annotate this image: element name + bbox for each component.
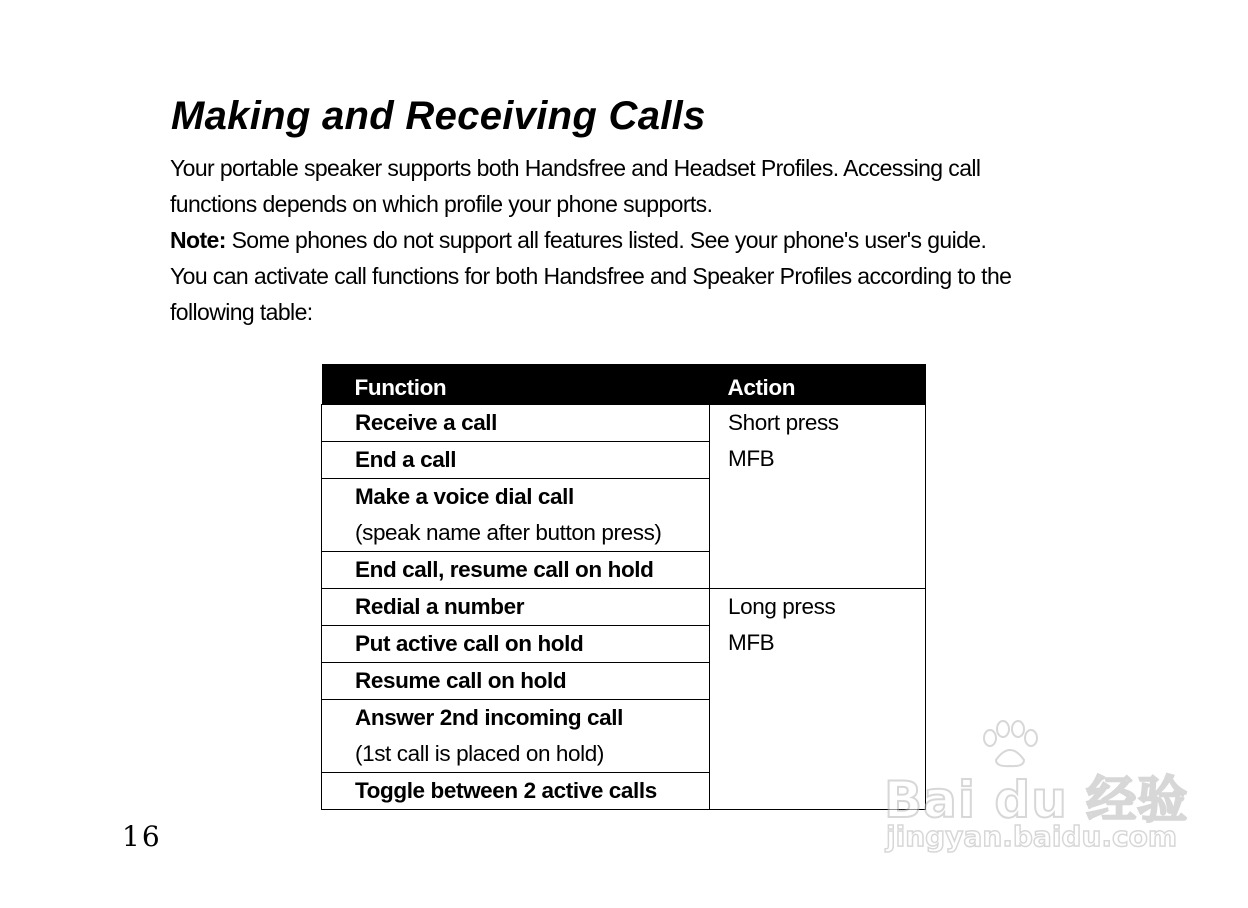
function-cell — [322, 442, 710, 479]
intro-text — [170, 150, 1070, 330]
function-subtitle: (speak name after button press) — [355, 520, 662, 545]
intro-paragraph-table: You can activate call functions for both Handsfree and Speaker Profiles according to the following table: — [170, 263, 1012, 325]
action-line: Short press — [728, 410, 839, 435]
function-title: Redial a number — [355, 594, 525, 619]
watermark-url: jingyan.baidu.com — [886, 820, 1178, 853]
header-action: Action — [710, 364, 926, 405]
action-line: MFB — [728, 446, 775, 471]
intro-paragraph-profiles: Your portable speaker supports both Handsfree and Headset Profiles. Accessing call functions depends on which profile your phone supports. — [170, 155, 981, 217]
function-cell — [322, 405, 710, 442]
page-number: 16 — [122, 820, 162, 853]
function-title: Make a voice dial call — [355, 484, 574, 509]
note-label: Note: — [170, 227, 226, 253]
page-title: Making and Receiving Calls — [171, 94, 706, 138]
watermark-brand: Bai du 经验 — [884, 771, 1189, 829]
table-row — [322, 589, 926, 626]
function-title: End call, resume call on hold — [355, 557, 654, 582]
function-title: Receive a call — [355, 410, 498, 435]
function-subtitle: (1st call is placed on hold) — [355, 741, 604, 766]
function-cell — [322, 552, 710, 589]
call-functions-table — [321, 364, 926, 810]
function-cell — [322, 773, 710, 810]
function-title: Toggle between 2 active calls — [355, 778, 657, 803]
function-title: Resume call on hold — [355, 668, 567, 693]
function-cell — [322, 479, 710, 552]
function-title: Put active call on hold — [355, 631, 584, 656]
note-text: Some phones do not support all features listed. See your phone's user's guide. — [225, 227, 987, 253]
header-function: Function — [322, 364, 710, 405]
table-header-row — [322, 364, 926, 405]
baidu-watermark — [884, 720, 1189, 870]
action-line: MFB — [728, 630, 775, 655]
function-cell — [322, 700, 710, 773]
action-line: Long press — [728, 594, 836, 619]
function-title: End a call — [355, 447, 457, 472]
note-paragraph — [170, 222, 1070, 258]
function-cell — [322, 626, 710, 663]
function-cell — [322, 663, 710, 700]
action-cell-short-press — [710, 405, 926, 589]
function-title: Answer 2nd incoming call — [355, 705, 623, 730]
function-cell — [322, 589, 710, 626]
table-row — [322, 405, 926, 442]
